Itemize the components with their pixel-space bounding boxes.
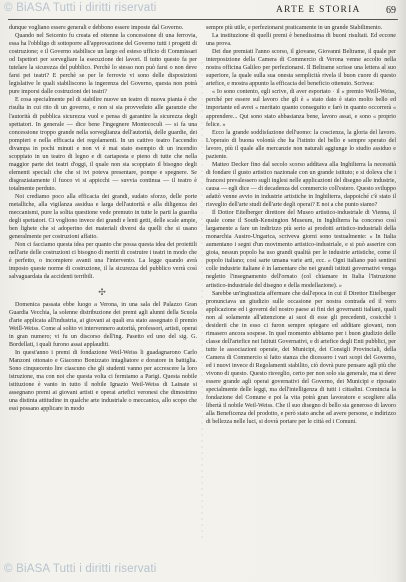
watermark-text: © BiASA Tutti i diritti riservati <box>4 563 157 575</box>
paragraph: Dei due premiati l'anno scorso, il giovane, Giovanni Beltrame, il quale per interposizione della Camera di Commercio di Verona venne accolto nella nostra officina Galileo per perfezionarsi. Il Beltrame scrisse una lettera al suo superiore, la quale sulla sua onesta semplicità rivela il buon cuore di questo artefice, e mostra appunto la efficacia del beneficio ottenuto. Scrivea: <box>206 49 396 88</box>
paragraph: E cosa specialmente pel di stabilire nuove un teatro di nuova pianta è che risulta in cui rito di un governo, e non si sia provveduto alle garanzie che l'autorità di pubblica sicurezza vuol e pensa di garantire la sicurezza degli spettatori. In generale — dice bene l'ingegnere Montecoculi — si fa una concessione troppo grande nella sorveglianza dell'autorità, delle guardie, dei pompieri e nella efficacia dei regolamenti. In un cattivo teatro l'accendio divampa in pochi minuti e non vi è mai stato esempio di un incendio scoppiato in un teatro di legno e di cartapesta e pieno di tutte che nella maggior parte dei teatri d'oggi, il quale non sia scoppiato il bisogno degli elementi speciali che che si ivi poteva presentare, pompe e spegnere. Se disgraziatamente il fuoco vi si appicchi — suvvia continua — il teatro è totalmente perduto. <box>9 97 197 192</box>
paragraph: Sarebbe un'ingiustizia affermare che dall'epoca in cui il Direttor Eitelberger pronunciava un giudizio sulle occasione per nostra contrada ed il vero applicazione ed i governi del nostro paese ai fini dei governanti italiani, quali non al solamente all'attenzione ai suoi di esse gli precedenti, cosicchè i desiderii che in esso ci furon sempre spiegare ed additare giovani, non rimasero ancora sospese. In quel momento abbiamo per i buon giudizio delle classe dell'artefice nei Istituti Governativi, e di artefice degli Enti pubblici, per tutte le associazioni operaie, dei Municipi, dei Consigli Provinciali, della Camera di Commercio sì fatto stanza che dicessero i vari scopi del Governo, ed i nuovi invece di Regolamenti stabilito, ciò dovrà pure pensare agli più che vivono di questo. Questo risveglio, certo per non solo sia generale, ma si deve essere grande agli operai governativi del Governo, dei Municipi e riposato specialmente delle leggi, ma dell'intelligenza di tutti i cittadini. Comincia la fondazione del Comune e poi la vita potrà gran lavoratore e scegliere alla libertà il nobile Weil-Weiss. Che il suo disegno di bello sia generoso di lavoro alla Beneficenza del prodotto, e però stato anche ad avere persone, e indirizzo di bellezza nelle luci, si dovrà portare per le città ed i Comuni. <box>206 290 396 426</box>
section-ornament: ✣ <box>98 286 108 297</box>
paragraph: Non ci facciamo questa idea per quanto che possa questa idea dei proiettili nell'arte delle costruzioni ci bisogno di meriti di costruire i teatri in modo che è perfetto, o incompiere avanti una l'intervento. La legge quando avrà imposto queste norme di costruzione, il la sicurezza del pubblico verrà così salvaguardata da accidenti terribili. <box>9 242 197 281</box>
gutter-texture <box>200 60 204 540</box>
watermark-top <box>4 2 156 14</box>
header-rule <box>8 19 398 20</box>
page-number: 69 <box>386 4 396 16</box>
watermark-text: © BiASA Tutti i diritti riservati <box>4 2 157 14</box>
paragraph: In quest'anno i premi di fondazione Weil-Weiss li guadagnarono Carlo Manzoni ottonaio e Giacomo Bonizzato intagliatore e doratore in battiglia. Sono cinquecento lire ciascuno che gli studenti vanno per accrescere la loro istruzione, ma con noi che questa volta ci fermiamo a Parigi. Questa nobile istituzione è vanto in tutto il nobile Ignazio Weil-Weiss di Lainate si assegnano premi ai giovani artisti e operai artefici veronesi che dimostrino una distinta attitudine in qualche arte industriale o meccanica, allo scopo che essi possano applicare in modo <box>9 349 197 413</box>
paragraph: Matteo Decker fino dal secolo scorso additava alla Inghilterra la necessità di fondare il gusto artistico nazionale con un grande istituto; e si doleva che i francesi prevalessero sugli inglesi nelle applicazioni del disegno alle industrie, causa — egli dice — di decadenza del commercio coll'estero. Questo sviluppo adattò venne avvio in industrie artistiche in Inghilterra, dappoiché c'è stato il risveglio dell'arte studi dell'arte degli operai? E noi a che punto siamo? <box>206 161 396 209</box>
watermark-bottom <box>4 563 156 575</box>
paragraph: sempre più utile, e perfezionarsi praticamente in un grande Stabilimento. <box>206 25 383 31</box>
paragraph: La instituzione di quelli premi è benedissima di buoni risultati. Ed eccone una prova. <box>206 33 396 48</box>
paragraph: Ecco la grande soddisfazione dell'uomo: la coscienza, la gloria del lavoro. L'operaio di buona volontà che ha l'istinto del bello e sempre sperato del lavoro, più il quale alle mercanzie non naturali aggiunge lo studio assiduo e paziente. <box>206 129 396 160</box>
running-title: ARTE E STORIA <box>276 5 361 15</box>
page-edge-shadow <box>396 0 406 582</box>
paragraph: Domenica passata ebbe luogo a Verona, in una sala del Palazzo Gran Guardia Vecchia, la solenne distribuzione dei premi agli alunni della Scuola d'arte applicata all'industria, ai giovani ai quali era stato assegnato il premio Weill-Weiss. Come al solito vi intervennero autorità, professori, artisti, operai in gran numero; vi fu un discorso dell'ing. Pasetto ed uno del sig. G. Bordellati, i quali furono assai applauditi. <box>9 301 197 348</box>
quotation: « Io sono contento, egli scrive, di aver esportato · il « premio Weill-Weiss, perché per essere sul lavoro che gli è « stato dato è stato molto bello ed importante ed avrei « meritato quanto conseguito e farò in quanto occorrerà « apprendere... Qui sono stato abbastanza bene, lavoro assai, e sono « proprio felice. » <box>206 89 396 128</box>
page-header <box>200 2 396 18</box>
paragraph: Il Dottor Eitelberger direttore del Museo artistico-industriale di Vienna, il quale come il South-Kensington Museum, in Inghilterra ha concorso così largamente a fare un indirizzo più serio ai prodotti artistico-industriali della monarchia Austro-Ungarica, scriveva giorni sono testualmente: « In Italia aumentano i segni d'un movimento artistico-industriale, e si può asserire con gioia, nessun popolo ha uso grandi qualità per le industrie artistiche, come il popolo italiano; così sarte umana varie arti, ecc. » Ogni italiano può sentirsi colle industrie italiane è in lamentare che nei grandi istituti governativi venga negletto l'insegnamento dell'ornato (col chiamare in Italia l'Istruzione artistico-industriale del disegno e della modellazione). » <box>206 210 396 289</box>
paragraph: Quando nel Seicento fu creata ed ottenne la concessione di una ferrovia, essa ha l'obbligo di sottoporre all'approvazione del Governo tutti i progetti di costruzione; e il Governo stabilisce un largo ed esteso ufficio di Commissari od Ispettori per sorvegliare la esecuzione dei lavori. Il tutto questo fa per tutelare la sicurezza del pubblico. Perchè lo stesso non può farsi o non deve farsi pei teatri? E perchè se per le ferrovie vi sono delle disposizioni legislative le quali stabiliscono la ingerenza del Governo, questa non potrà pure imporsi dalle costruzioni dei teatri? <box>9 33 197 96</box>
right-column <box>206 24 396 574</box>
paragraph: dunque vogliano essere generali e debbono essere imposte dal Governo. <box>9 25 184 31</box>
paragraph: Noi crediamo poco alla efficacia dei grandi, sudato sforzo, delle porte metalliche, alla vigilanza assidua e larga dell'autorità e alla diligenza dei meccanismi, pure la solita questione vede premuto in tutte le parti la guardia degli spettatori. Ci vogliono invece dei grandi e lenti getti, delle scale ampie, ben lighete che si adoperino dei materiali diversi da quelli che si usano generalmente per costruzioni affatto. <box>9 193 197 241</box>
left-column <box>9 24 197 572</box>
